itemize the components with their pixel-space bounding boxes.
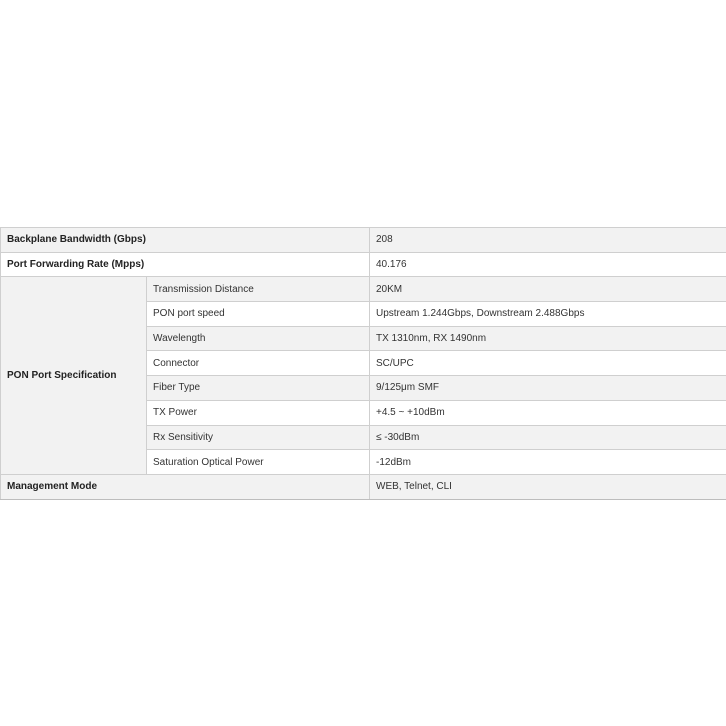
row-value: 40.176 <box>370 252 726 277</box>
sub-row-value: Upstream 1.244Gbps, Downstream 2.488Gbps <box>370 302 726 327</box>
row-label: Backplane Bandwidth (Gbps) <box>1 228 370 253</box>
sub-row-label: Connector <box>147 351 370 376</box>
group-label: PON Port Specification <box>1 277 147 475</box>
sub-row-value: -12dBm <box>370 450 726 475</box>
sub-row-value: 20KM <box>370 277 726 302</box>
sub-row-label: Fiber Type <box>147 376 370 401</box>
sub-row-value: +4.5 ~ +10dBm <box>370 400 726 425</box>
row-value: WEB, Telnet, CLI <box>370 474 726 499</box>
table-row <box>1 228 726 253</box>
sub-row-value: SC/UPC <box>370 351 726 376</box>
row-label: Port Forwarding Rate (Mpps) <box>1 252 370 277</box>
sub-row-label: Saturation Optical Power <box>147 450 370 475</box>
sub-row-value: 9/125μm SMF <box>370 376 726 401</box>
table-row <box>1 474 726 499</box>
table-row <box>1 277 726 302</box>
row-label: Management Mode <box>1 474 370 499</box>
specification-table <box>0 227 726 500</box>
table-row <box>1 252 726 277</box>
sub-row-label: Rx Sensitivity <box>147 425 370 450</box>
sub-row-label: Transmission Distance <box>147 277 370 302</box>
sub-row-label: Wavelength <box>147 326 370 351</box>
sub-row-value: ≤ -30dBm <box>370 425 726 450</box>
sub-row-label: TX Power <box>147 400 370 425</box>
sub-row-label: PON port speed <box>147 302 370 327</box>
row-value: 208 <box>370 228 726 253</box>
sub-row-value: TX 1310nm, RX 1490nm <box>370 326 726 351</box>
